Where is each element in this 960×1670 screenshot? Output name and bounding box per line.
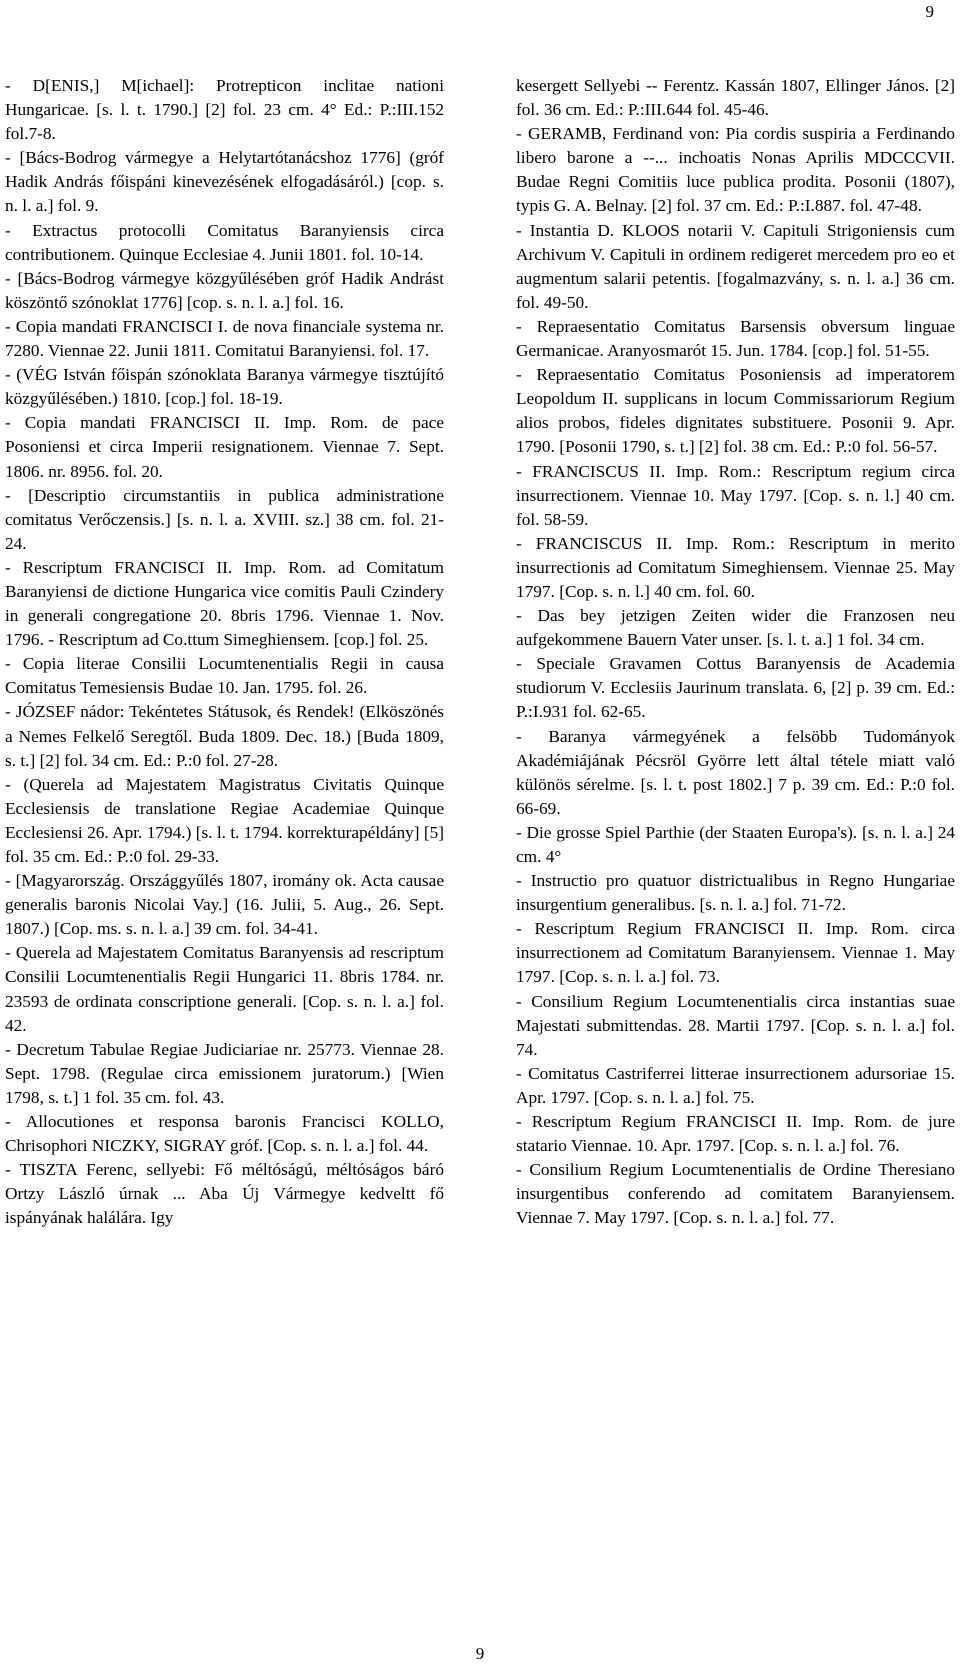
entry: - (Querela ad Majestatem Magistratus Civitatis Quinque Ecclesiensis de translatione Regiae Academiae Quinque Ecclesiensi 26. Apr. 1794.) [s. l. t. 1794. korrekturapéldány] [5] fol. 35 cm. Ed.: P.:0 fol. 29-33. [5,774,444,866]
entry: - Copia mandati FRANCISCI I. de nova financiale systema nr. 7280. Viennae 22. Junii 1811. Comitatui Baranyiensi. fol. 17. [5,316,444,361]
entry: - Allocutiones et responsa baronis Francisci KOLLO, Chrisophori NICZKY, SIGRAY gróf. [Cop. s. n. l. a.] fol. 44. [5,1112,444,1156]
entry: - D[ENIS,] M[ichael]: Protrepticon inclitae nationi Hungaricae. [s. l. t. 1790.] [2] fol. 23 cm. 4° Ed.: P.:III.152 fol.7-8. [5,76,444,144]
entry: - JÓZSEF nádor: Tekéntetes Státusok, és Rendek! (Elköszönés a Nemes Felkelő Seregtől. Buda 1809. Dec. 18.) [Buda 1809, s. t.] [2] fol. 34 cm. Ed.: P.:0 fol. 27-28. [5,702,444,770]
entry: - Die grosse Spiel Parthie (der Staaten Europa's). [s. n. l. a.] 24 cm. 4° [516,822,955,866]
entry: - Instantia D. KLOOS notarii V. Capituli Strigoniensis cum Archivum V. Capituli in ordinem redigeret mercedem pro eo et augmentum salarii petentis. [fogalmazvány, s. n. l. a.] 36 cm. fol. 49-50. [516,220,955,312]
entry: - Das bey jetzigen Zeiten wider die Franzosen neu aufgekommene Bauern Vater unser. [s. l. t. a.] 1 fol. 34 cm. [516,606,955,650]
entry: - Repraesentatio Comitatus Posoniensis ad imperatorem Leopoldum II. supplicans in locum Commissariorum Regium alios probos, fideles dignitates substituere. Posonii 9. Apr. 1790. [Posonii 1790, s. t.] [2] fol. 38 cm. Ed.: P.:0 fol. 56-57. [516,365,955,457]
entry: - Comitatus Castriferrei litterae insurrectionem adursoriae 15. Apr. 1797. [Cop. s. n. l. a.] fol. 75. [516,1063,955,1107]
entry: - Copia mandati FRANCISCI II. Imp. Rom. de pace Posoniensi et circa Imperii resignationem. Viennae 7. Sept. 1806. nr. 8956. fol. 20. [5,413,444,481]
entry: - Rescriptum Regium FRANCISCI II. Imp. Rom. de jure statario Viennae. 10. Apr. 1797. [Cop. s. n. l. a.] fol. 76. [516,1112,955,1156]
entry: - Repraesentatio Comitatus Barsensis obversum linguae Germanicae. Aranyosmarót 15. Jun. 1784. [cop.] fol. 51-55. [516,316,955,361]
entry: - GERAMB, Ferdinand von: Pia cordis suspiria a Ferdinando libero barone a --... inchoatis Nonas Aprilis MDCCCVII. Budae Regni Comitiis luce publica prodita. Posonii (1807), typis G. A. Belnay. [2] fol. 37 cm. Ed.: P.:I.887. fol. 47-48. [516,124,955,216]
entry: - Rescriptum Regium FRANCISCI II. Imp. Rom. circa insurrectionem ad Comitatum Baranyiensem. Viennae 1. May 1797. [Cop. s. n. l. a.] fol. 73. [516,919,955,987]
entry: - Baranya vármegyének a felsöbb Tudományok Akadémiájának Pécsröl Györre lett által tétele miatt való különös sérelme. [s. l. t. post 1802.] 7 p. 39 cm. Ed.: P.:0 fol. 66-69. [516,726,955,818]
page-number-top: 9 [925,2,934,21]
entry: - [Magyarország. Országgyűlés 1807, iromány ok. Acta causae generalis baronis Nicolai Vay.] (16. Julii, 5. Aug., 26. Sept. 1807.) [Cop. ms. s. n. l. a.] 39 cm. fol. 34-41. [5,871,444,939]
entry: - Copia literae Consilii Locumtenentialis Regii in causa Comitatus Temesiensis Budae 10. Jan. 1795. fol. 26. [5,654,444,698]
entry: - Consilium Regium Locumtenentialis circa instantias suae Majestati submittendas. 28. Martii 1797. [Cop. s. n. l. a.] fol. 74. [516,991,955,1059]
entry: - Speciale Gravamen Cottus Baranyensis de Academia studiorum V. Ecclesiis Jaurinum translata. 6, [2] p. 39 cm. Ed.: P.:I.931 fol. 62-65. [516,654,955,722]
entry: - [Descriptio circumstantiis in publica administratione comitatus Verőczensis.] [s. n. l. a. XVIII. sz.] 38 cm. fol. 21-24. [5,485,444,553]
entry: - (VÉG István főispán szónoklata Baranya vármegye tisztújító közgyűlésében.) 1810. [cop.] fol. 18-19. [5,365,444,409]
entry: - Instructio pro quatuor districtualibus in Regno Hungariae insurgentium generalibus. [s. n. l. a.] fol. 71-72. [516,871,955,915]
entry: - [Bács-Bodrog vármegye közgyűlésében gróf Hadik Andrást köszöntő szónoklat 1776] [cop. s. n. l. a.] fol. 16. [5,268,444,312]
entry: - Consilium Regium Locumtenentialis de Ordine Theresiano insurgentibus conferendo ad comitatem Baranyiensem. Viennae 7. May 1797. [Cop. s. n. l. a.] fol. 77. [516,1160,955,1228]
entry: - Extractus protocolli Comitatus Baranyiensis circa contributionem. Quinque Ecclesiae 4. Junii 1801. fol. 10-14. [5,220,444,264]
page-number-bottom: 9 [475,1644,485,1663]
entry: - Rescriptum FRANCISCI II. Imp. Rom. ad Comitatum Baranyiensi de dictione Hungarica vice comitis Pauli Czindery in generali congregatione 20. 8bris 1796. Viennae 1. Nov. 1796. - Rescriptum ad Co.ttum Simeghiensem. [cop.] fol. 25. [5,557,444,650]
entry: kesergett Sellyebi -- Ferentz. Kassán 1807, Ellinger János. [2] fol. 36 cm. Ed.: P.:III.644 fol. 45-46. [516,76,955,120]
entry: - Querela ad Majestatem Comitatus Baranyensis ad rescriptum Consilii Locumtenentialis Regii Hungarici 11. 8bris 1784. nr. 23593 de ordinata conscriptione generali. [Cop. s. n. l. a.] fol. 42. [5,943,444,1035]
entry: - FRANCISCUS II. Imp. Rom.: Rescriptum in merito insurrectionis ad Comitatum Simeghiensem. Viennae 25. May 1797. [Cop. s. n. l.] 40 cm. fol. 60. [516,533,955,601]
left-column [5,74,444,1231]
right-column [516,74,955,1231]
entry: - Decretum Tabulae Regiae Judiciariae nr. 25773. Viennae 28. Sept. 1798. (Regulae circa emissionem juratorum.) [Wien 1798, s. t.] 1 fol. 35 cm. fol. 43. [5,1039,444,1107]
entry: - TISZTA Ferenc, sellyebi: Fő méltóságú, méltóságos báró Ortzy László úrnak ... Aba Új Vármegye kedveltt fő ispányának halálára. Igy [5,1160,444,1228]
entry: - [Bács-Bodrog vármegye a Helytartótanácshoz 1776] (gróf Hadik András főispáni kinevezésének elfogadásáról.) [cop. s. n. l. a.] fol. 9. [5,148,444,216]
entry: - FRANCISCUS II. Imp. Rom.: Rescriptum regium circa insurrectionem. Viennae 10. May 1797. [Cop. s. n. l.] 40 cm. fol. 58-59. [516,461,955,529]
